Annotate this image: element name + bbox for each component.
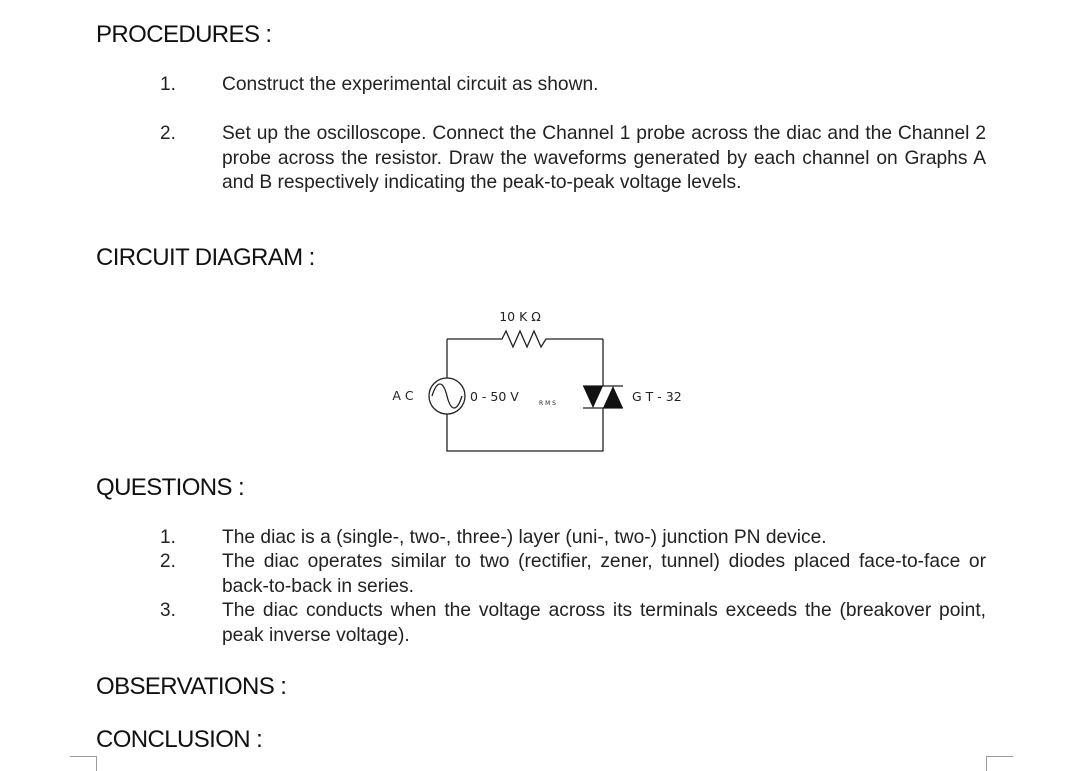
procedure-number: 2.	[160, 123, 176, 144]
ac-source-label: A C	[392, 388, 414, 403]
procedure-text: Set up the oscilloscope. Connect the Channel 1 probe across the diac and the Channel 2 probe across the resistor. Draw the waveforms generated by each channel on Graphs A and B respectively indicating the peak-to-peak voltage levels.	[222, 123, 986, 193]
question-text: The diac is a (single-, two-, three-) layer (uni-, two-) junction PN device.	[222, 527, 827, 548]
diac-triangle-left	[583, 386, 603, 408]
procedure-text: Construct the experimental circuit as shown.	[222, 74, 599, 95]
observations-heading: OBSERVATIONS :	[96, 673, 287, 700]
questions-heading: QUESTIONS :	[96, 474, 245, 501]
conclusion-heading: CONCLUSION :	[96, 726, 263, 753]
circuit-diagram-heading: CIRCUIT DIAGRAM :	[96, 244, 315, 271]
resistor-zigzag	[492, 331, 603, 347]
question-text: The diac operates similar to two (rectifier, zener, tunnel) diodes placed face-to-face or back-to-back in series.	[222, 551, 986, 597]
resistor-label: 10 K Ω	[499, 309, 541, 324]
procedures-heading: PROCEDURES :	[96, 21, 272, 48]
ac-source-wave	[432, 384, 462, 408]
procedure-number: 1.	[160, 74, 176, 95]
question-number: 1.	[160, 527, 176, 548]
question-number: 2.	[160, 551, 176, 572]
question-number: 3.	[160, 600, 176, 621]
page-corner-mark-left	[70, 756, 97, 771]
wire-bottom-left	[447, 408, 603, 451]
diac-triangle-right	[603, 386, 623, 408]
voltage-label: 0 - 50 V	[470, 389, 519, 404]
page-corner-mark-right	[986, 756, 1013, 771]
voltage-subscript: R M S	[539, 400, 556, 407]
diac-label: G T - 32	[632, 389, 682, 404]
question-text: The diac conducts when the voltage across its terminals exceeds the (breakover point, peak inverse voltage).	[222, 600, 986, 646]
